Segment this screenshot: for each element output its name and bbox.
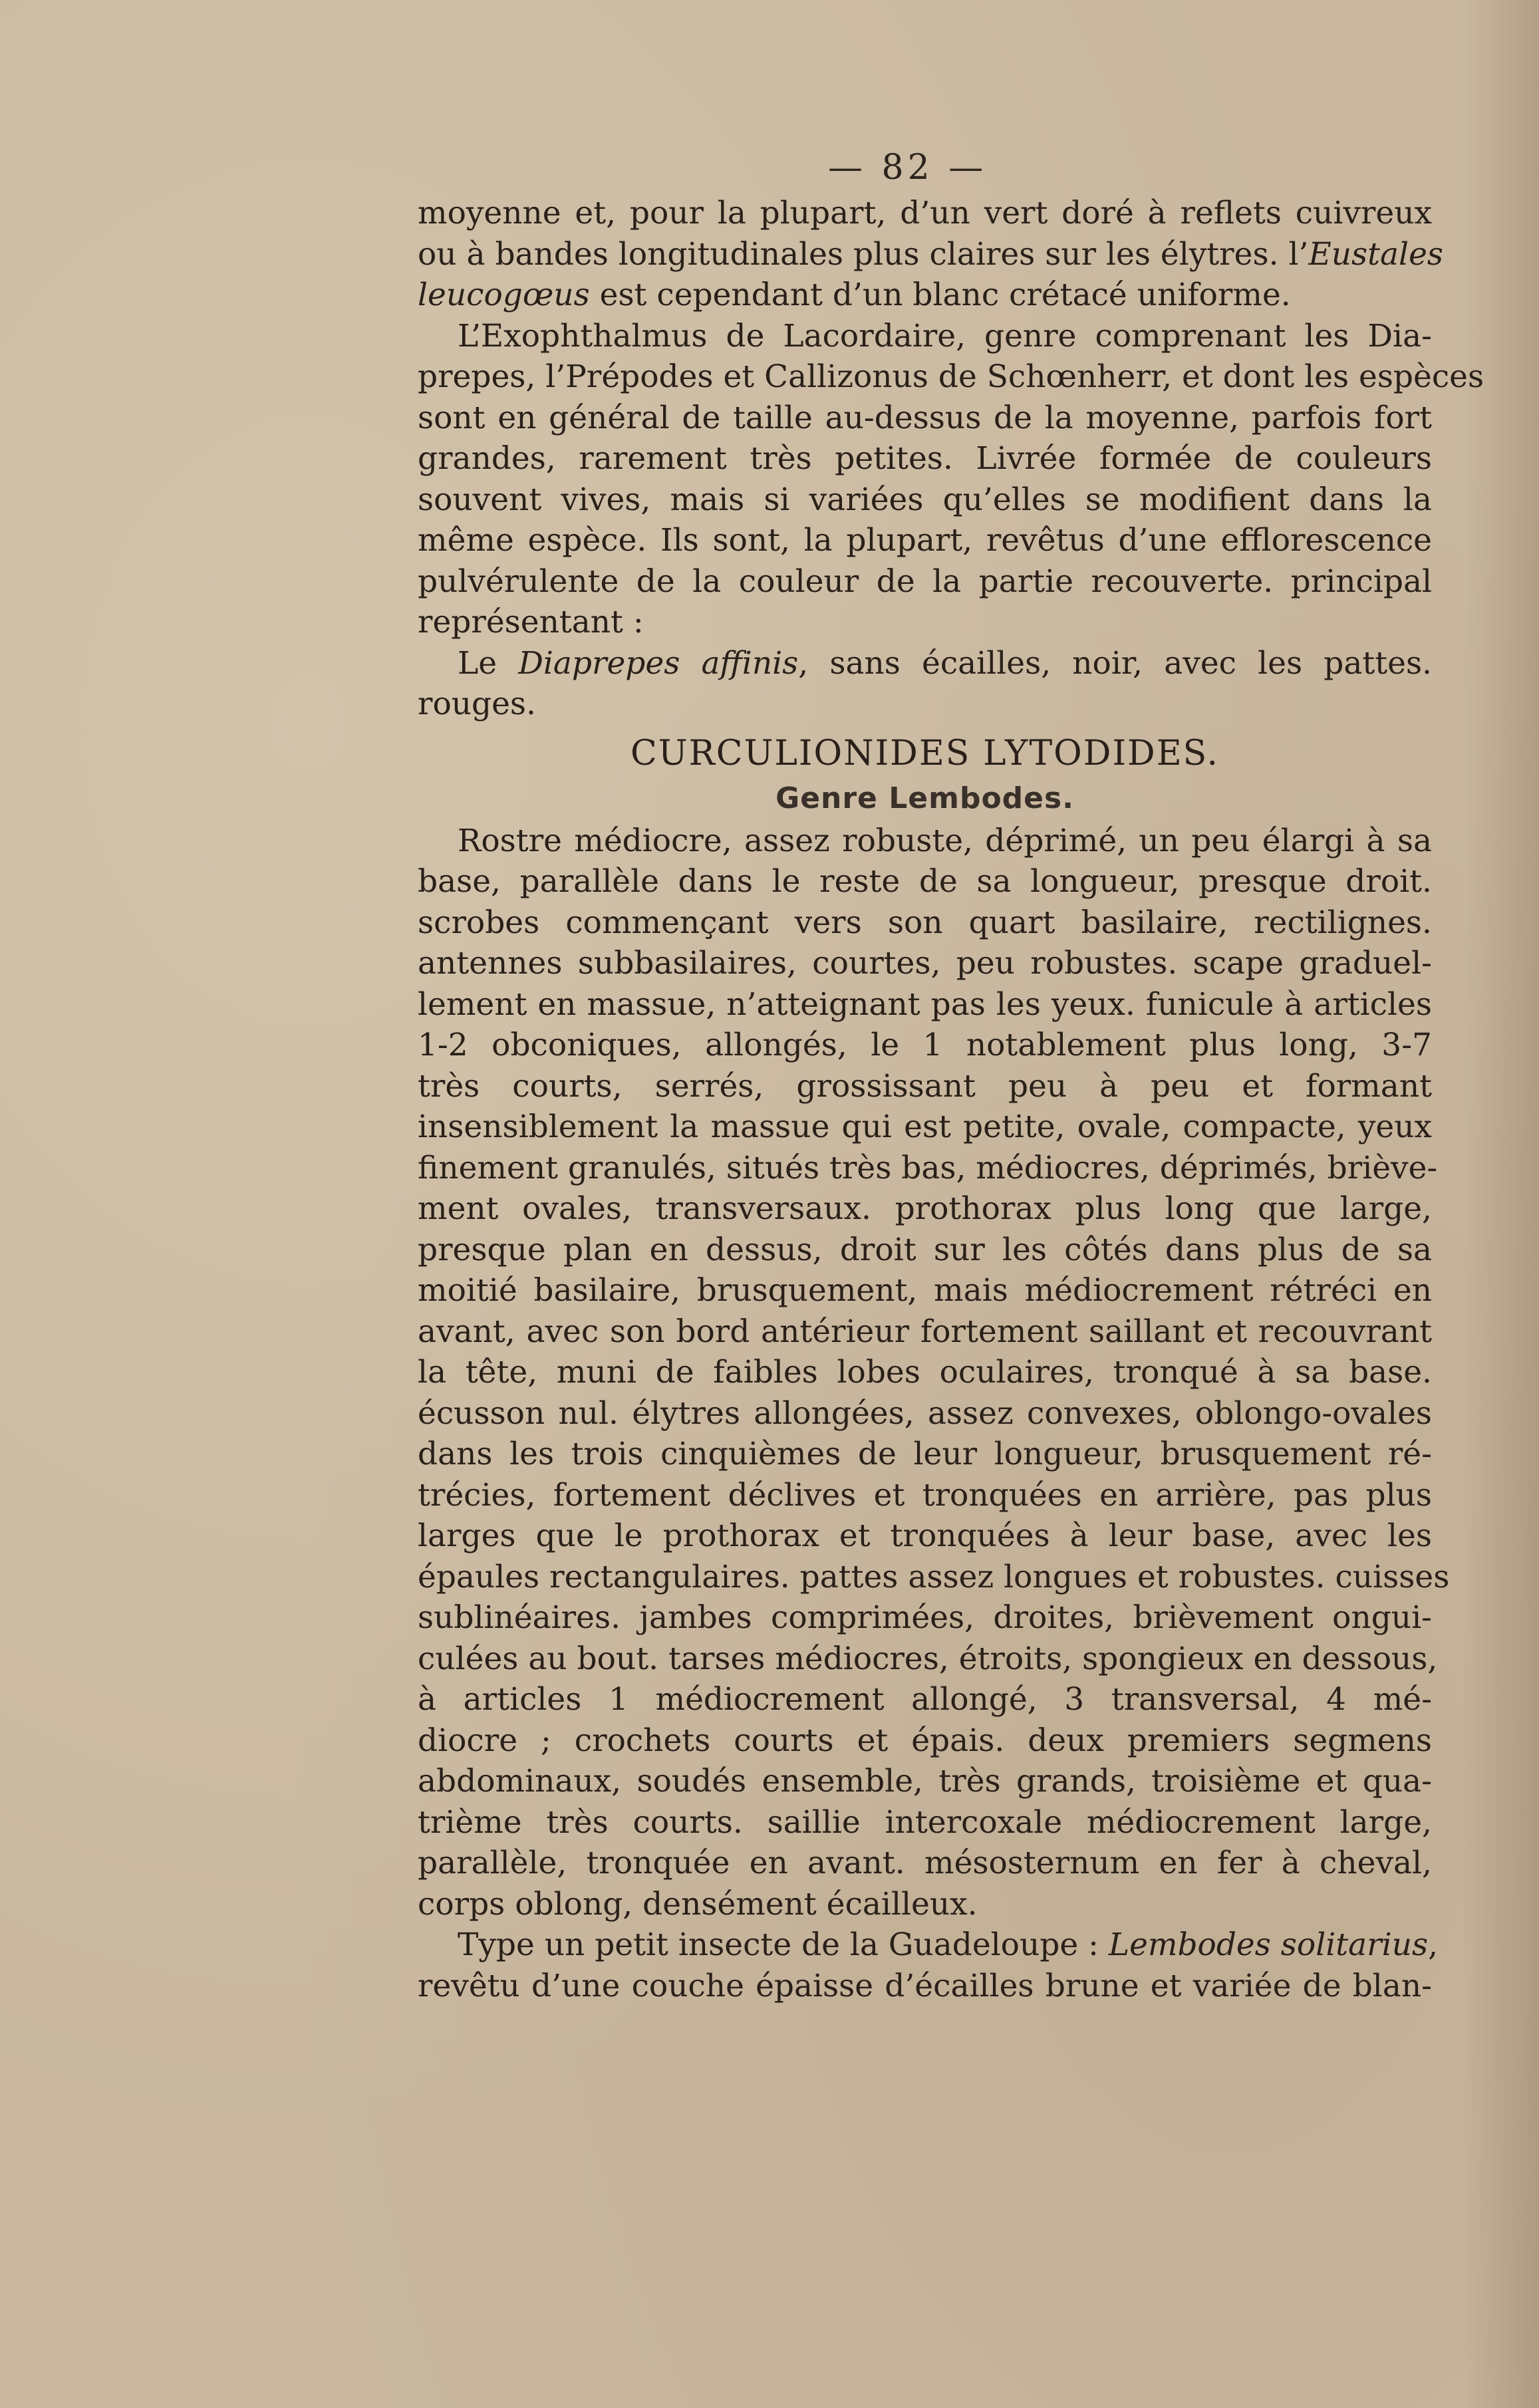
italic-taxon: Diaprepes affinis [518, 644, 799, 682]
text-line: souvent vives, mais si variées qu’elles se modifient dans la [418, 481, 1432, 518]
text-line: 1-2 obconiques, allongés, le 1 notablement plus long, 3-7 [418, 1027, 1432, 1063]
text-line: sont en général de taille au-dessus de la moyenne, parfois fort [418, 399, 1432, 436]
text-line: Rostre médiocre, assez robuste, déprimé, un peu élargi à sa [458, 822, 1432, 859]
text-line: moitié basilaire, brusquement, mais médiocrement rétréci en [418, 1272, 1432, 1309]
body-text [418, 193, 1484, 2006]
page-number: — 82 — [828, 148, 988, 188]
text-line: très courts, serrés, grossissant peu à peu et formant [418, 1067, 1432, 1105]
text-line: pulvérulente de la couleur de la partie recouverte. principal [418, 563, 1432, 600]
text-line: larges que le prothorax et tronquées à leur base, avec les [418, 1518, 1432, 1554]
text-line: grandes, rarement très petites. Livrée formée de couleurs [418, 440, 1432, 477]
text-line: prepes, l’Prépodes et Callizonus de Schœnherr, et dont les espèces [418, 358, 1484, 395]
text-line: insensiblement la massue qui est petite, ovale, compacte, yeux [418, 1109, 1432, 1145]
text-line: presque plan en dessus, droit sur les côtés dans plus de sa [418, 1231, 1432, 1268]
section-heading: CURCULIONIDES LYTODIDES. [630, 733, 1219, 773]
text-line: scrobes commençant vers son quart basilaire, rectilignes. [418, 904, 1432, 941]
text-line: dans les trois cinquièmes de leur longueur, brusquement ré- [418, 1436, 1432, 1472]
text-line: base, parallèle dans le reste de sa longueur, presque droit. [418, 863, 1432, 900]
text-line: avant, avec son bord antérieur fortement saillant et recouvrant [418, 1313, 1432, 1350]
text-line: même espèce. Ils sont, la plupart, revêtus d’une efflorescence [418, 522, 1432, 559]
text-line: abdominaux, soudés ensemble, très grands, troisième et qua- [418, 1763, 1432, 1800]
text-line: épaules rectangulaires. pattes assez longues et robustes. cuisses [418, 1558, 1450, 1595]
text-line: revêtu d’une couche épaisse d’écailles brune et variée de blan- [418, 1967, 1432, 2004]
genus-heading: Genre Lembodes. [775, 781, 1074, 815]
text-line: Type un petit insecte de la Guadeloupe : Lembodes solitarius, [458, 1927, 1439, 1963]
text-line: trécies, fortement déclives et tronquées en arrière, pas plus [418, 1476, 1432, 1514]
text-line: culées au bout. tarses médiocres, étroits, spongieux en dessous, [418, 1640, 1438, 1677]
text-line: moyenne et, pour la plupart, d’un vert doré à reflets cuivreux [418, 195, 1432, 231]
text-line: finement granulés, situés très bas, médiocres, déprimés, briève- [418, 1149, 1438, 1186]
text-line: à articles 1 médiocrement allongé, 3 transversal, 4 mé- [418, 1681, 1432, 1718]
italic-taxon: Lembodes solitarius [1108, 1927, 1429, 1963]
text-line: la tête, muni de faibles lobes oculaires, tronqué à sa base. [418, 1354, 1432, 1391]
text-line: sublinéaires. jambes comprimées, droites, brièvement ongui- [418, 1599, 1432, 1636]
text-line: antennes subbasilaires, courtes, peu robustes. scape graduel- [418, 945, 1432, 982]
text-line: ou à bandes longitudinales plus claires sur les élytres. l’Eustales [418, 235, 1444, 273]
italic-taxon: leucogœus [418, 277, 590, 313]
text-line: Le Diaprepes affinis, sans écailles, noir, avec les pattes. [458, 644, 1432, 682]
text-line: parallèle, tronquée en avant. mésosternum en fer à cheval, [418, 1845, 1432, 1881]
text-line: leucogœus est cependant d’un blanc crétacé uniforme. [418, 277, 1291, 313]
text-line: corps oblong, densément écailleux. [418, 1885, 978, 1923]
text-line: trième très courts. saillie intercoxale médiocrement large, [418, 1804, 1432, 1841]
text-line: écusson nul. élytres allongées, assez convexes, oblongo-ovales [418, 1395, 1432, 1432]
text-line: rouges. [418, 686, 536, 722]
text-line: L’Exophthalmus de Lacordaire, genre comprenant les Dia- [458, 317, 1432, 354]
text-line: diocre ; crochets courts et épais. deux premiers segmens [418, 1722, 1432, 1759]
text-line: représentant : [418, 604, 644, 640]
italic-taxon: Eustales [1308, 235, 1444, 273]
text-line: lement en massue, n’atteignant pas les yeux. funicule à articles [418, 986, 1432, 1023]
text-line: ment ovales, transversaux. prothorax plus long que large, [418, 1190, 1432, 1227]
